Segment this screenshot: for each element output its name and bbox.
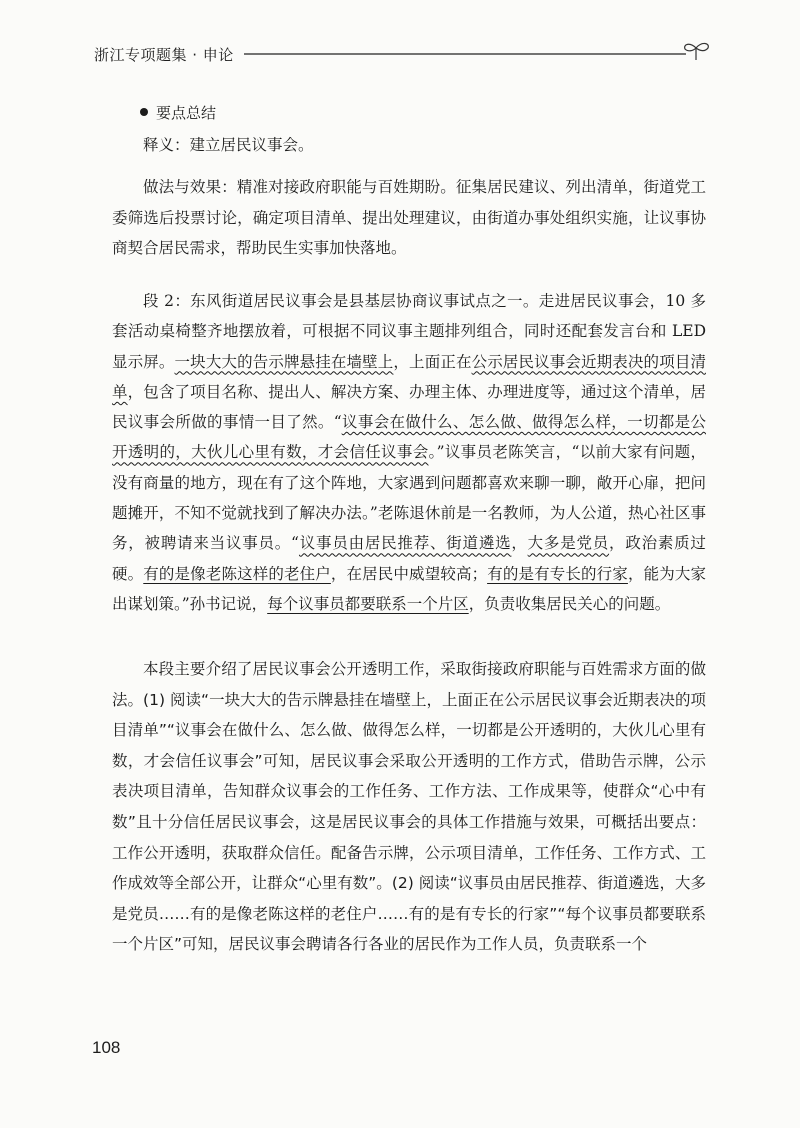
practice-effect-paragraph: 做法与效果：精准对接政府职能与百姓期盼。征集居民建议、列出清单，街道党工委筛选后投票讨论，确定项目清单、提出处理建议，由街道办事处组织实施，让议事协商契合居民需求，帮助民生实事加快落地。: [112, 178, 706, 258]
passage-text: ，: [511, 534, 528, 553]
underlined-phrase: 议事会在做什么、怎么做、做得怎么样，一切都是公开透明的，大伙儿心里有数，才会信任议事会: [112, 413, 706, 462]
underlined-phrase: 议事员由居民推荐、街道遴选: [298, 534, 512, 553]
passage-text: ，能为大家出谋划策。”孙书记说，: [112, 564, 706, 613]
underlined-phrase: 有的是像老陈这样的老住户: [143, 564, 331, 583]
analysis-paragraph: 本段主要介绍了居民议事会公开透明工作，采取街接政府职能与百姓需求方面的做法。(1) 阅读“一块大大的告示牌悬挂在墙壁上，上面正在公示居民议事会近期表决的项目清单”“议事会在做什么、怎么做、做得怎么样，一切都是公开透明的，大伙儿心里有数，才会信任议事会”可知，居民议事会采取公开透明的工作方式，借助告示牌，公示表决项目清单，告知群众议事会的工作任务、工作方法、工作成果等，使群众“心中有数”且十分信任居民议事会，这是居民议事会的具体工作措施与效果，可概括出要点：工作公开透明，获取群众信任。配备告示牌，公示项目清单，工作任务、工作方式、工作成效等全部公开，让群众“心里有数”。(2) 阅读“议事员由居民推荐、街道遴选，大多是党员……有的是像老陈这样的老住户……有的是有专长的行家”“每个议事员都要联系一个片区”可知，居民议事会聘请各行各业的居民作为工作人员，负责联系一个: [112, 660, 706, 954]
passage-text: 段 2：东风街道居民议事会是县基层协商议事试点之一。走进居民议事会，10 多套活动桌椅整齐地摆放着，可根据不同议事主题排列组合，同时还配套发言台和 LED 显示屏。: [112, 292, 706, 371]
key-points-heading-text: 要点总结: [156, 104, 217, 122]
passage-text: ，包含了项目名称、提出人、解决方案、办理主体、办理进度等，通过这个清单，居民议事会所做的事情一目了然。“: [112, 382, 706, 432]
passage-text: ，上面正在: [393, 352, 472, 371]
passage-text: ，在居民中威望较高；: [330, 564, 488, 583]
source-passage: [112, 286, 706, 619]
underlined-phrase: 大多是党员: [527, 534, 610, 553]
book-title: 浙江专项题集 · 申论: [94, 46, 234, 64]
underlined-phrase: 有的是有专长的行家: [487, 564, 628, 583]
sprout-icon: [685, 43, 709, 60]
underlined-phrase: 公示居民议事会近期表决的项目清单: [112, 352, 706, 401]
running-header: [94, 38, 716, 68]
passage-text: ，政治素质过硬。: [112, 534, 706, 583]
definition-paragraph: 释义：建立居民议事会。: [143, 136, 314, 154]
underlined-phrase: 一块大大的告示牌悬挂在墙壁上: [174, 352, 394, 371]
bullet-icon: [140, 108, 148, 116]
underlined-phrase: 每个议事员都要联系一个片区: [267, 594, 469, 613]
page-number: 108: [92, 1038, 121, 1057]
passage-text: 。”议事员老陈笑言，“以前大家有问题，没有商量的地方，现在有了这个阵地，大家遇到问题都喜欢来聊一聊，敞开心扉，把问题摊开，不知不觉就找到了解决办法。”老陈退休前是一名教师，为人公道，热心社区事务，被聘请来当议事员。“: [112, 443, 706, 553]
passage-text: ，负责收集居民关心的问题。: [468, 594, 671, 613]
header-rule-with-sprout-icon: [244, 38, 716, 68]
key-points-heading: [140, 102, 216, 123]
